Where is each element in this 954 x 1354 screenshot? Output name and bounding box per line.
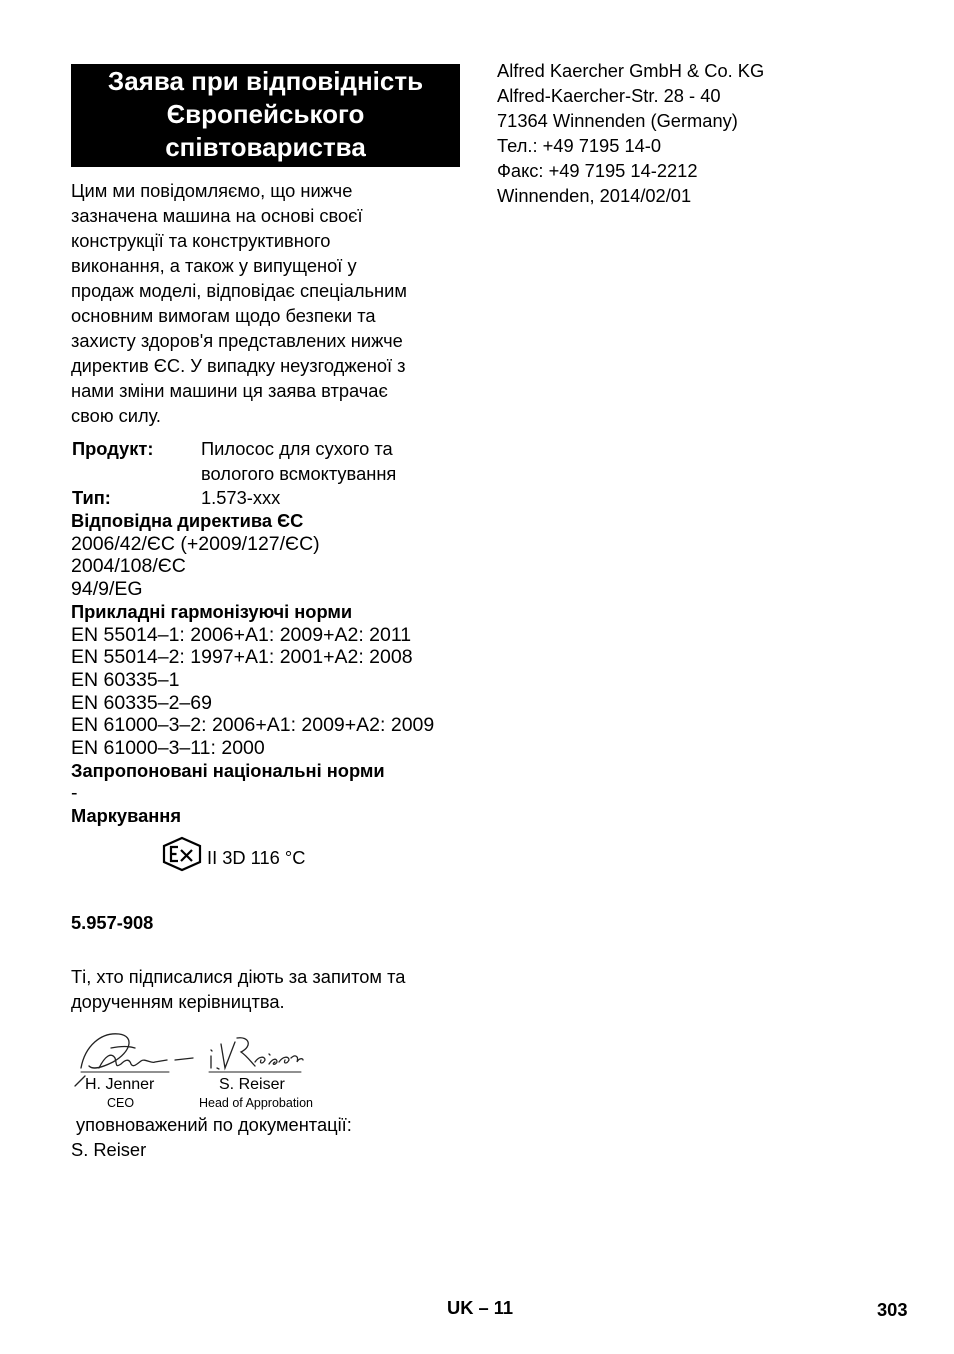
standard-item: EN 60335–1	[71, 668, 180, 691]
intro-line: захисту здоров'я представлених нижче	[71, 330, 403, 351]
documentation-responsible-label: уповноважений по документації:	[76, 1113, 352, 1135]
signatory-title: Head of Approbation	[199, 1095, 313, 1110]
title-line-3: співтовариства	[165, 132, 366, 162]
intro-line: конструкції та конструктивного	[71, 230, 331, 251]
national-standards-heading: Запропоновані національні норми	[71, 759, 385, 781]
product-row	[71, 436, 461, 486]
signatory-name: H. Jenner	[85, 1075, 155, 1093]
product-value-line: Пилосос для сухого та	[201, 438, 393, 459]
intro-line: директив ЄС. У випадку неузгодженої з	[71, 355, 406, 376]
signatory-title: CEO	[107, 1095, 135, 1110]
page-title	[71, 64, 460, 167]
documentation-responsible-name: S. Reiser	[71, 1138, 147, 1160]
marking-row	[71, 836, 461, 880]
address-line: Факс: +49 7195 14-2212	[497, 160, 698, 181]
product-value	[201, 436, 461, 486]
directive-item: 2004/108/ЄС	[71, 555, 186, 578]
standard-item: EN 61000–3–2: 2006+A1: 2009+A2: 2009	[71, 714, 435, 737]
intro-line: виконання, а також у випущеної у	[71, 255, 357, 276]
standard-item: EN 55014–1: 2006+A1: 2009+A2: 2011	[71, 623, 412, 646]
signing-note-line: Ті, хто підписалися діють за запитом та	[71, 965, 406, 987]
marking-heading: Маркування	[71, 805, 182, 827]
intro-line: нами зміни машини ця заява втрачає	[71, 380, 388, 401]
standard-item: EN 55014–2: 1997+A1: 2001+A2: 2008	[71, 646, 413, 669]
address-line: Winnenden, 2014/02/01	[497, 185, 692, 206]
part-number: 5.957-908	[71, 911, 154, 933]
address-line: Alfred Kaercher GmbH & Co. KG	[497, 60, 765, 81]
intro-line: Цим ми повідомляємо, що нижче	[71, 180, 353, 201]
intro-paragraph	[71, 178, 461, 428]
type-label: Тип:	[72, 487, 111, 508]
directives-section	[71, 510, 461, 828]
documentation-responsible	[71, 1112, 461, 1162]
type-value: 1.573-xxx	[201, 487, 281, 508]
marking-text: II 3D 116 °C	[207, 846, 306, 868]
signatory-name: S. Reiser	[219, 1075, 285, 1093]
title-line-2: Європейського	[166, 99, 365, 129]
directive-item: 2006/42/ЄС (+2009/127/ЄС)	[71, 532, 320, 555]
intro-line: зазначена машина на основі своєї	[71, 205, 363, 226]
national-standards-value: -	[71, 782, 78, 805]
standards-heading: Прикладні гармонізуючі норми	[71, 600, 353, 622]
footer-page-label: UK – 11	[447, 1297, 514, 1318]
company-address	[497, 58, 917, 208]
type-row	[71, 488, 461, 507]
address-line: Тел.: +49 7195 14-0	[497, 135, 662, 156]
standard-item: EN 60335–2–69	[71, 691, 212, 714]
signing-note	[71, 964, 461, 1014]
standard-item: EN 61000–3–11: 2000	[71, 737, 265, 760]
intro-line: свою силу.	[71, 405, 162, 426]
ex-atex-icon	[161, 836, 203, 872]
intro-line: продаж моделі, відповідає спеціальним	[71, 280, 407, 301]
directive-item: 94/9/EG	[71, 578, 143, 601]
declaration-column	[71, 64, 461, 1162]
signatures-block	[71, 1028, 461, 1110]
footer-page-number: 303	[877, 1299, 908, 1320]
directives-heading: Відповідна директива ЄС	[71, 510, 304, 531]
address-line: Alfred-Kaercher-Str. 28 - 40	[497, 85, 721, 106]
address-line: 71364 Winnenden (Germany)	[497, 110, 738, 131]
product-label: Продукт:	[72, 438, 154, 459]
title-line-1: Заява при відповідність	[107, 66, 424, 96]
product-value-line: вологого всмоктування	[201, 463, 397, 484]
signing-note-line: дорученням керівництва.	[71, 990, 285, 1012]
intro-line: основним вимогам щодо безпеки та	[71, 305, 376, 326]
